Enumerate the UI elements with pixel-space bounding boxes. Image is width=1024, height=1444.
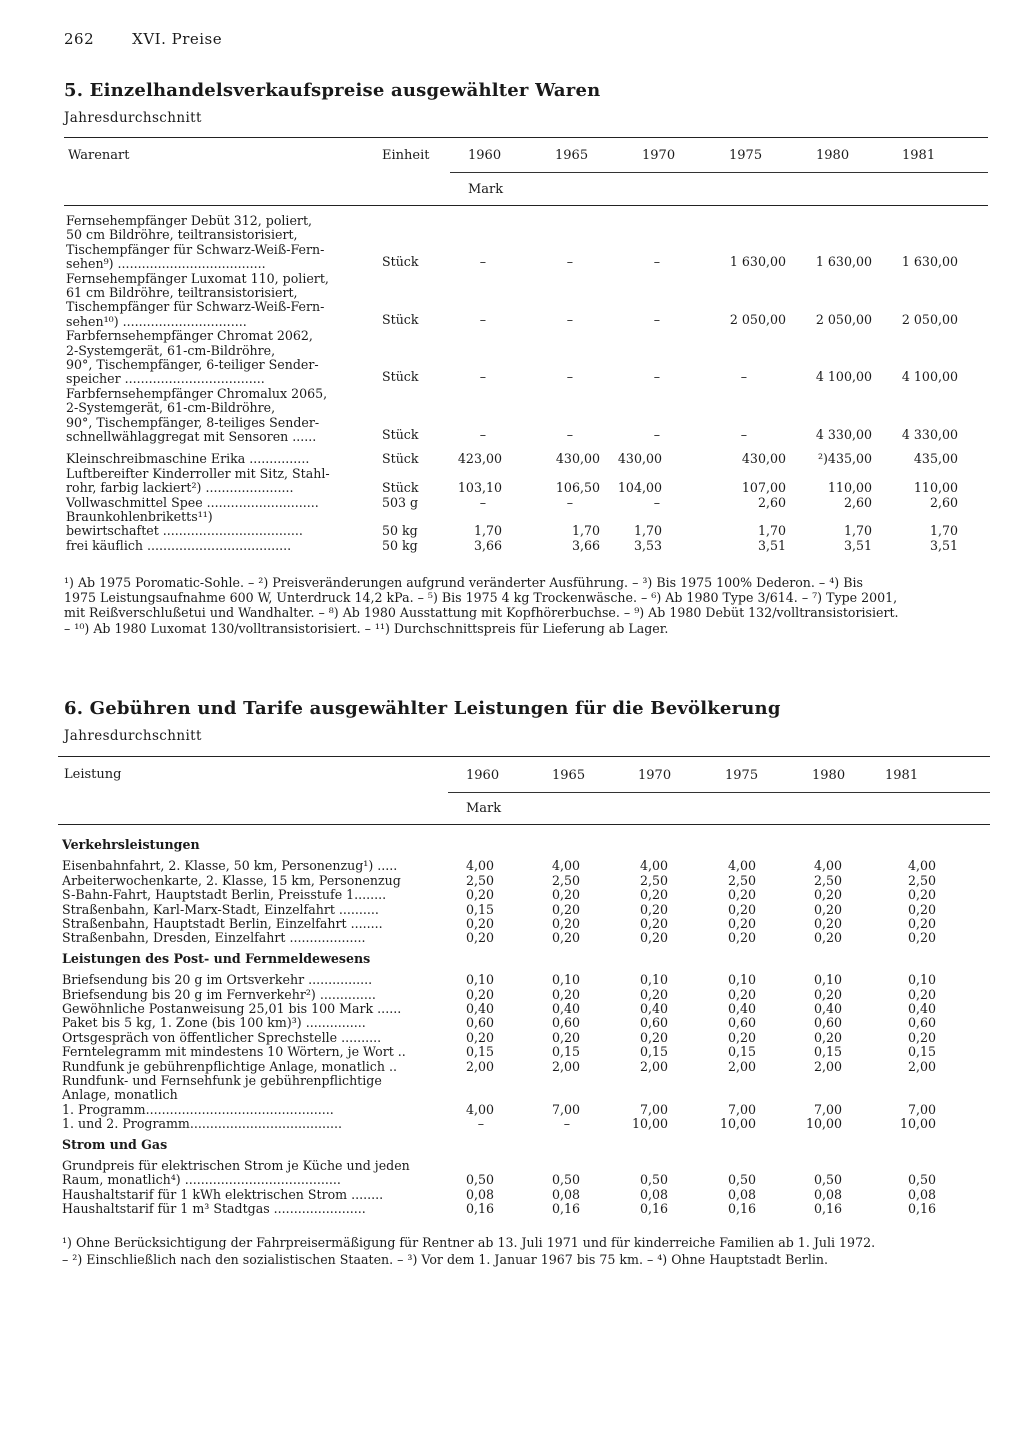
value-cell: 0,20 [639, 986, 668, 1002]
item-label: rohr, farbig lackiert²) ...................... [66, 480, 294, 496]
value-cell: 103,10 [457, 480, 502, 496]
value-cell: – [477, 1116, 484, 1132]
value-cell: 0,20 [465, 986, 494, 1002]
value-cell: 0,20 [465, 930, 494, 946]
value-cell: 1,70 [843, 523, 872, 539]
item-label: Briefsendung bis 20 g im Fernverkehr²) .............. [62, 986, 376, 1002]
value-cell: 4 330,00 [815, 427, 872, 442]
value-cell: 2,00 [813, 1058, 842, 1074]
value-cell: – [563, 1116, 570, 1132]
year-header: 1975 [725, 768, 759, 783]
table5-col-unit: Einheit [382, 148, 430, 163]
year-header: 1970 [638, 768, 672, 783]
value-cell: 0,20 [639, 901, 668, 917]
value-cell: 2,00 [907, 1058, 936, 1074]
value-cell: – [479, 311, 486, 327]
value-cell: 107,00 [741, 480, 786, 496]
value-cell: 0,15 [727, 1044, 756, 1060]
item-label: Raum, monatlich⁴) ....................................... [62, 1172, 341, 1188]
value-cell: 7,00 [813, 1101, 842, 1117]
value-cell: 0,20 [907, 1029, 936, 1045]
section-title: XVI. Preise [132, 30, 223, 48]
value-cell: – [566, 427, 573, 442]
value-cell: 0,16 [551, 1201, 580, 1217]
table6-year-rule [448, 792, 990, 793]
item-label: 61 cm Bildröhre, teiltransistorisiert, [66, 285, 298, 300]
value-cell: 3,66 [571, 537, 600, 553]
value-cell: 0,20 [639, 887, 668, 903]
unit-cell: Stück [382, 427, 419, 442]
value-cell: 0,15 [465, 901, 494, 917]
value-cell: 0,15 [907, 1044, 936, 1060]
value-cell: 2,60 [843, 494, 872, 510]
value-cell: 0,10 [727, 972, 756, 988]
item-label: Kleinschreibmaschine Erika ............... [66, 451, 310, 467]
table5-subtitle: Jahresdurchschnitt [64, 110, 202, 126]
year-header: 1970 [642, 148, 676, 163]
value-cell: 1,70 [929, 523, 958, 539]
value-cell: 110,00 [827, 480, 872, 496]
item-label: 90°, Tischempfänger, 6-teiliger Sender- [66, 357, 319, 372]
value-cell: 0,15 [639, 1044, 668, 1060]
value-cell: 0,50 [551, 1172, 580, 1188]
value-cell: – [653, 494, 660, 510]
value-cell: 0,60 [907, 1015, 936, 1031]
table6-top-rule [58, 756, 990, 757]
value-cell: – [566, 494, 573, 510]
value-cell: 0,20 [639, 930, 668, 946]
value-cell: 0,20 [551, 887, 580, 903]
value-cell: 2 050,00 [815, 311, 872, 327]
value-cell: 1 630,00 [901, 254, 958, 270]
year-header: 1980 [816, 148, 850, 163]
value-cell: 0,60 [727, 1015, 756, 1031]
value-cell: 0,10 [465, 972, 494, 988]
value-cell: 4,00 [813, 858, 842, 874]
value-cell: 0,10 [551, 972, 580, 988]
value-cell: 4 330,00 [901, 427, 958, 442]
value-cell: 3,51 [757, 537, 786, 553]
table5-title: 5. Einzelhandelsverkaufspreise ausgewählter Waren [64, 80, 601, 101]
value-cell: 423,00 [457, 451, 502, 467]
value-cell: 0,15 [813, 1044, 842, 1060]
value-cell: 0,20 [813, 986, 842, 1002]
value-cell: – [479, 369, 486, 385]
item-label: Haushaltstarif für 1 m³ Stadtgas ....................... [62, 1201, 366, 1217]
value-cell: 0,08 [551, 1186, 580, 1202]
value-cell: 7,00 [727, 1101, 756, 1117]
value-cell: – [653, 311, 660, 327]
value-cell: 7,00 [907, 1101, 936, 1117]
value-cell: 0,16 [813, 1201, 842, 1217]
value-cell: 0,20 [813, 916, 842, 931]
unit-cell: Stück [382, 369, 419, 385]
group-heading: Leistungen des Post- und Fernmeldewesens [62, 950, 371, 966]
item-label: schnellwählaggregat mit Sensoren ...... [66, 429, 317, 444]
value-cell: 4,00 [907, 858, 936, 874]
value-cell: 0,50 [813, 1172, 842, 1188]
footnote-line: 1975 Leistungsaufnahme 600 W, Unterdruck 14,2 kPa. – ⁵) Bis 1975 4 kg Trockenwäsche. – ⁶) Ab 1980 Type 3/614. – ⁷) Type 2001, [64, 590, 898, 606]
item-label: Rundfunk je gebührenpflichtige Anlage, monatlich .. [62, 1058, 397, 1074]
value-cell: – [479, 254, 486, 270]
value-cell: 2,60 [757, 494, 786, 510]
value-cell: 7,00 [551, 1101, 580, 1117]
value-cell: 0,20 [907, 901, 936, 917]
item-label: Ortsgespräch von öffentlicher Sprechstelle .......... [62, 1029, 382, 1045]
year-header: 1965 [552, 768, 586, 783]
value-cell: – [566, 369, 573, 385]
value-cell: 1,70 [633, 523, 662, 539]
item-label: Fernsehempfänger Luxomat 110, poliert, [66, 270, 329, 286]
value-cell: 435,00 [913, 451, 958, 467]
table5-top-rule [64, 137, 988, 138]
table6-title: 6. Gebühren und Tarife ausgewählter Leistungen für die Bevölkerung [64, 698, 781, 719]
value-cell: 0,15 [465, 1044, 494, 1060]
value-cell: 1,70 [757, 523, 786, 539]
value-cell: 0,60 [639, 1015, 668, 1031]
value-cell: 3,66 [473, 537, 502, 553]
item-label: Farbfernsehempfänger Chromalux 2065, [66, 385, 328, 401]
item-label: 1. Programm............................................... [62, 1101, 334, 1117]
value-cell: – [479, 494, 486, 510]
value-cell: 1 630,00 [729, 254, 786, 270]
value-cell: 0,20 [551, 901, 580, 917]
value-cell: – [740, 427, 747, 442]
value-cell: 0,20 [907, 930, 936, 946]
value-cell: 2,00 [727, 1058, 756, 1074]
value-cell: – [653, 369, 660, 385]
value-cell: 2 050,00 [729, 311, 786, 327]
value-cell: 0,08 [465, 1186, 494, 1202]
year-header: 1981 [902, 148, 936, 163]
value-cell: 0,10 [639, 972, 668, 988]
value-cell: 4,00 [465, 858, 494, 874]
value-cell: 2,50 [465, 872, 494, 888]
value-cell: 0,16 [727, 1201, 756, 1217]
value-cell: – [740, 369, 747, 385]
value-cell: 0,60 [465, 1015, 494, 1031]
item-label: 90°, Tischempfänger, 8-teiliges Sender- [66, 414, 320, 430]
table5-head-rule [64, 205, 988, 206]
group-heading: Verkehrsleistungen [62, 837, 200, 852]
value-cell: 0,16 [639, 1201, 668, 1217]
value-cell: 4,00 [639, 858, 668, 874]
value-cell: 3,51 [929, 537, 958, 553]
value-cell: 0,20 [727, 1029, 756, 1045]
item-label: Gewöhnliche Postanweisung 25,01 bis 100 Mark ...... [62, 1001, 402, 1016]
value-cell: 0,40 [727, 1001, 756, 1016]
value-cell: 10,00 [899, 1116, 936, 1132]
table5-currency: Mark [468, 182, 504, 197]
value-cell: 0,20 [551, 1029, 580, 1045]
item-label: Anlage, monatlich [62, 1087, 178, 1103]
table5-col-item: Warenart [68, 148, 130, 163]
value-cell: 0,50 [907, 1172, 936, 1188]
value-cell: 2,00 [639, 1058, 668, 1074]
value-cell: 3,53 [633, 537, 662, 553]
item-label: Braunkohlenbriketts¹¹) [66, 509, 213, 524]
item-label: Tischempfänger für Schwarz-Weiß-Fern- [66, 241, 325, 257]
value-cell: 4,00 [727, 858, 756, 874]
value-cell: 4 100,00 [901, 369, 958, 385]
table6-subtitle: Jahresdurchschnitt [64, 728, 202, 744]
value-cell: 0,20 [813, 887, 842, 903]
item-label: Haushaltstarif für 1 kWh elektrischen Strom ........ [62, 1186, 384, 1202]
value-cell: 0,20 [727, 930, 756, 946]
item-label: 1. und 2. Programm...................................... [62, 1116, 342, 1132]
table6-col-item: Leistung [64, 767, 122, 782]
footnote-line: ¹) Ohne Berücksichtigung der Fahrpreisermäßigung für Rentner ab 13. Juli 1971 und für kinderreiche Familien ab 1. Juli 1972. [62, 1235, 876, 1250]
year-header: 1960 [468, 148, 502, 163]
table6-currency: Mark [466, 801, 502, 816]
footnote-line: – ¹⁰) Ab 1980 Luxomat 130/volltransistorisiert. – ¹¹) Durchschnittspreis für Lieferung ab Lager. [64, 620, 669, 636]
value-cell: 0,40 [639, 1001, 668, 1016]
value-cell: 0,16 [907, 1201, 936, 1217]
item-label: Grundpreis für elektrischen Strom je Küche und jeden [62, 1158, 410, 1173]
value-cell: 430,00 [741, 451, 786, 467]
value-cell: 106,50 [555, 480, 600, 496]
item-label: Luftbereifter Kinderroller mit Sitz, Stahl- [66, 465, 330, 481]
value-cell: 0,20 [813, 901, 842, 917]
value-cell: 0,20 [727, 901, 756, 917]
unit-cell: 50 kg [382, 537, 418, 553]
value-cell: 0,20 [465, 887, 494, 903]
value-cell: 0,15 [551, 1044, 580, 1060]
value-cell: 0,20 [813, 930, 842, 946]
page-number: 262 [64, 30, 95, 48]
value-cell: 0,20 [813, 1029, 842, 1045]
item-label: Eisenbahnfahrt, 2. Klasse, 50 km, Personenzug¹) ..... [62, 858, 398, 874]
value-cell: 7,00 [639, 1101, 668, 1117]
footnote-line: mit Reißverschlußetui und Wandhalter. – ⁸) Ab 1980 Ausstattung mit Kopfhörerbuchse. – ⁹) Ab 1980 Debüt 132/volltransistorisiert. [64, 605, 899, 621]
table5-year-rule [450, 172, 988, 173]
value-cell: 2,00 [551, 1058, 580, 1074]
year-header: 1981 [885, 768, 919, 783]
value-cell: 0,08 [727, 1186, 756, 1202]
value-cell: 104,00 [617, 480, 662, 496]
value-cell: 0,20 [907, 916, 936, 931]
item-label: bewirtschaftet ................................... [66, 523, 303, 539]
item-label: frei käuflich .................................... [66, 537, 292, 553]
value-cell: 1 630,00 [815, 254, 872, 270]
value-cell: 0,08 [907, 1186, 936, 1202]
year-header: 1965 [555, 148, 589, 163]
value-cell: 0,20 [465, 916, 494, 931]
year-header: 1975 [729, 148, 763, 163]
value-cell: 4,00 [551, 858, 580, 874]
value-cell: ²)435,00 [817, 451, 872, 467]
value-cell: 0,20 [639, 1029, 668, 1045]
value-cell: 0,40 [551, 1001, 580, 1016]
value-cell: 0,08 [813, 1186, 842, 1202]
value-cell: 0,40 [907, 1001, 936, 1016]
value-cell: 0,10 [907, 972, 936, 988]
value-cell: 4,00 [465, 1101, 494, 1117]
value-cell: 0,20 [465, 1029, 494, 1045]
value-cell: 0,60 [813, 1015, 842, 1031]
value-cell: 110,00 [913, 480, 958, 496]
item-label: speicher ................................... [66, 371, 265, 387]
running-header [64, 30, 222, 48]
value-cell: 0,50 [727, 1172, 756, 1188]
value-cell: 0,20 [727, 887, 756, 903]
item-label: Straßenbahn, Hauptstadt Berlin, Einzelfahrt ........ [62, 916, 383, 931]
item-label: Rundfunk- und Fernsehfunk je gebührenpflichtige [62, 1073, 382, 1088]
unit-cell: 503 g [382, 494, 419, 510]
value-cell: 0,16 [465, 1201, 494, 1217]
value-cell: 2,50 [813, 872, 842, 888]
group-heading: Strom und Gas [62, 1136, 168, 1152]
item-label: Farbfernsehempfänger Chromat 2062, [66, 328, 313, 344]
value-cell: 0,20 [727, 916, 756, 931]
item-label: Tischempfänger für Schwarz-Weiß-Fern- [66, 299, 325, 315]
unit-cell: Stück [382, 254, 419, 270]
footnote-line: – ²) Einschließlich nach den sozialistischen Staaten. – ³) Vor dem 1. Januar 1967 bis 75 km. – ⁴) Ohne Hauptstadt Berlin. [62, 1252, 828, 1267]
footnote-line: ¹) Ab 1975 Poromatic-Sohle. – ²) Preisveränderungen aufgrund veränderter Ausführung. – ³) Bis 1975 100% Dederon. – ⁴) Bis [64, 575, 863, 590]
value-cell: 1,70 [571, 523, 600, 539]
item-label: Fernsehempfänger Debüt 312, poliert, [66, 213, 313, 228]
value-cell: – [479, 427, 486, 442]
value-cell: 0,08 [639, 1186, 668, 1202]
value-cell: 430,00 [555, 451, 600, 467]
value-cell: 0,20 [907, 986, 936, 1002]
item-label: Straßenbahn, Dresden, Einzelfahrt ................... [62, 930, 366, 946]
item-label: Ferntelegramm mit mindestens 10 Wörtern, je Wort .. [62, 1044, 406, 1060]
value-cell: 0,20 [727, 986, 756, 1002]
unit-cell: Stück [382, 451, 419, 467]
value-cell: – [566, 254, 573, 270]
item-label: Paket bis 5 kg, 1. Zone (bis 100 km)³) ............... [62, 1015, 366, 1031]
value-cell: 2,00 [465, 1058, 494, 1074]
unit-cell: 50 kg [382, 523, 418, 539]
value-cell: 10,00 [631, 1116, 668, 1132]
item-label: Briefsendung bis 20 g im Ortsverkehr ................ [62, 972, 373, 988]
value-cell: 2,50 [727, 872, 756, 888]
value-cell: 0,20 [551, 916, 580, 931]
value-cell: 0,10 [813, 972, 842, 988]
value-cell: 430,00 [617, 451, 662, 467]
item-label: 2-Systemgerät, 61-cm-Bildröhre, [66, 400, 276, 416]
value-cell: 0,20 [551, 930, 580, 946]
unit-cell: Stück [382, 311, 419, 327]
item-label: Straßenbahn, Karl-Marx-Stadt, Einzelfahrt .......... [62, 901, 379, 917]
item-label: S-Bahn-Fahrt, Hauptstadt Berlin, Preisstufe 1........ [62, 887, 387, 903]
value-cell: 10,00 [719, 1116, 756, 1132]
year-header: 1960 [466, 768, 500, 783]
item-label: Vollwaschmittel Spee ............................ [66, 494, 319, 510]
item-label: Arbeiterwochenkarte, 2. Klasse, 15 km, Personenzug [62, 872, 401, 888]
value-cell: 0,40 [465, 1001, 494, 1016]
item-label: 2-Systemgerät, 61-cm-Bildröhre, [66, 342, 276, 358]
value-cell: 2,50 [551, 872, 580, 888]
value-cell: – [653, 254, 660, 270]
value-cell: 2,60 [929, 494, 958, 510]
item-label: 50 cm Bildröhre, teiltransistorisiert, [66, 227, 298, 243]
year-header: 1980 [812, 768, 846, 783]
value-cell: – [653, 427, 660, 442]
value-cell: 2,50 [907, 872, 936, 888]
item-label: sehen⁹) ..................................... [66, 256, 266, 272]
table6-head-rule [58, 824, 990, 825]
value-cell: 2 050,00 [901, 311, 958, 327]
value-cell: 10,00 [805, 1116, 842, 1132]
value-cell: 0,60 [551, 1015, 580, 1031]
value-cell: 0,50 [639, 1172, 668, 1188]
item-label: sehen¹⁰) ............................... [66, 313, 247, 329]
value-cell: 2,50 [639, 872, 668, 888]
value-cell: 4 100,00 [815, 369, 872, 385]
value-cell: 0,20 [907, 887, 936, 903]
unit-cell: Stück [382, 480, 419, 496]
value-cell: – [566, 311, 573, 327]
value-cell: 0,20 [551, 986, 580, 1002]
value-cell: 0,20 [639, 916, 668, 931]
value-cell: 0,40 [813, 1001, 842, 1016]
value-cell: 1,70 [473, 523, 502, 539]
value-cell: 3,51 [843, 537, 872, 553]
value-cell: 0,50 [465, 1172, 494, 1188]
